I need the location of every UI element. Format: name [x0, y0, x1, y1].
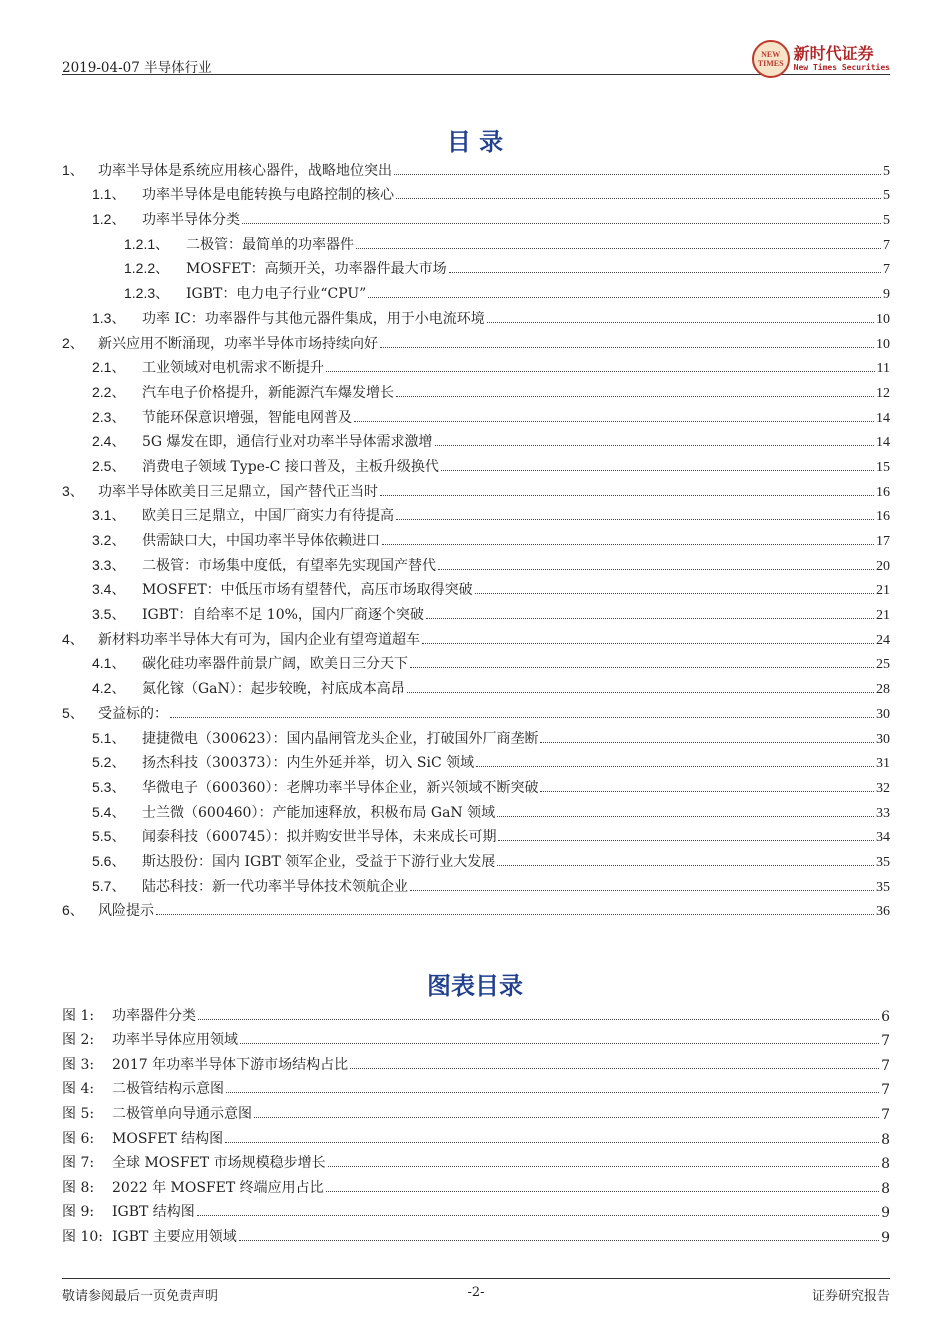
- toc-entry-page: 5: [883, 213, 890, 229]
- toc-entry-page: 14: [876, 410, 890, 426]
- toc-entry[interactable]: [62, 624, 890, 649]
- toc-entry[interactable]: [62, 748, 890, 773]
- toc-entry-number: 3.4、: [92, 581, 126, 598]
- figure-entry-page: 7: [881, 1082, 890, 1099]
- logo-mark: NEW TIMES: [752, 40, 790, 78]
- figure-list: [62, 1000, 890, 1246]
- toc-entry-page: 15: [876, 459, 890, 475]
- toc-entry-number: 3、: [62, 482, 84, 499]
- dot-leader: [497, 816, 874, 817]
- toc-entry[interactable]: [62, 550, 890, 575]
- toc-entry-text: 士兰微（600460）：产能加速释放，积极布局 GaN 领域: [142, 804, 496, 821]
- dot-leader: [156, 914, 874, 915]
- dot-leader: [382, 544, 874, 545]
- dot-leader: [240, 1043, 879, 1044]
- dot-leader: [438, 569, 874, 570]
- toc-entry-text: 汽车电子价格提升，新能源汽车爆发增长: [142, 384, 394, 401]
- toc-entry-number: 2.3、: [92, 408, 126, 425]
- toc-entry-text: IGBT：电力电子行业“CPU”: [186, 286, 367, 303]
- figure-entry-text: 2017 年功率半导体下游市场结构占比: [112, 1056, 349, 1073]
- figure-entry-page: 8: [881, 1180, 890, 1197]
- figure-entry-number: 图 9:: [62, 1204, 95, 1221]
- toc-entry-text: 供需缺口大，中国功率半导体依赖进口: [142, 533, 380, 549]
- toc-entry-text: 斯达股份：国内 IGBT 领军企业，受益于下游行业大发展: [142, 853, 496, 870]
- toc-entry-page: 32: [876, 780, 890, 796]
- toc-entry-text: 华微电子（600360）：老牌功率半导体企业，新兴领域不断突破: [142, 779, 539, 796]
- figure-entry-number: 图 3:: [62, 1056, 95, 1073]
- toc-entry-page: 9: [883, 287, 890, 303]
- figure-entry-page: 7: [881, 1106, 890, 1123]
- toc-entry-page: 28: [876, 682, 890, 698]
- dot-leader: [380, 495, 874, 496]
- toc-entry-number: 5.1、: [92, 729, 126, 746]
- figure-entry-number: 图 7:: [62, 1155, 95, 1172]
- toc-entry-number: 4、: [62, 630, 84, 647]
- figure-entry-page: 8: [881, 1131, 890, 1148]
- toc-entry-page: 17: [876, 534, 890, 549]
- page-number: -2-: [467, 1285, 485, 1300]
- figure-entry[interactable]: [62, 1049, 890, 1074]
- header-date-industry: 2019-04-07 半导体行业: [62, 60, 212, 76]
- figure-entry-number: 图 10:: [62, 1228, 103, 1245]
- toc-entry-text: 碳化硅功率器件前景广阔，欧美日三分天下: [142, 656, 408, 673]
- toc-entry-page: 11: [876, 361, 890, 377]
- toc-entry-number: 1.2.1、: [124, 235, 170, 252]
- toc-entry-page: 20: [876, 558, 890, 574]
- toc-entry[interactable]: [62, 155, 890, 180]
- toc-entry-page: 16: [876, 484, 890, 500]
- page-header: [62, 40, 890, 75]
- toc-entry[interactable]: [62, 846, 890, 871]
- figure-entry[interactable]: [62, 1197, 890, 1222]
- figure-entry[interactable]: [62, 1123, 890, 1148]
- toc-entry-page: 25: [876, 657, 890, 673]
- dot-leader: [407, 692, 874, 693]
- toc-entry-page: 21: [876, 583, 890, 599]
- toc-entry-text: 二极管：市场集中度低，有望率先实现国产替代: [142, 557, 436, 574]
- toc-entry-number: 1.1、: [92, 186, 126, 203]
- dot-leader: [226, 1092, 879, 1093]
- dot-leader: [328, 1166, 880, 1167]
- toc-entry-number: 1.3、: [92, 309, 126, 326]
- toc-entry-number: 1.2.2、: [124, 260, 170, 277]
- toc-entry-text: 功率半导体是电能转换与电路控制的核心: [142, 187, 394, 204]
- toc-entry[interactable]: [62, 254, 890, 279]
- logo-english-name: New Times Securities: [793, 63, 890, 72]
- toc-entry-page: 7: [883, 237, 890, 253]
- toc-title: 目 录: [446, 127, 504, 156]
- figure-entry[interactable]: [62, 1172, 890, 1197]
- toc-entry-text: 欧美日三足鼎立，中国厂商实力有待提高: [142, 508, 394, 525]
- toc-entry-text: 新材料功率半导体大有可为，国内企业有望弯道超车: [98, 631, 420, 648]
- dot-leader: [198, 1019, 879, 1020]
- toc-entry-number: 4.2、: [92, 680, 126, 697]
- toc-entry-page: 12: [876, 385, 890, 401]
- toc-entry[interactable]: [62, 673, 890, 698]
- toc-entry[interactable]: [62, 822, 890, 847]
- toc-entry-number: 6、: [62, 902, 84, 919]
- toc-entry-text: MOSFET：中低压市场有望替代，高压市场取得突破: [142, 582, 473, 599]
- figure-entry-text: 功率器件分类: [112, 1007, 196, 1024]
- toc-entry-page: 35: [876, 854, 890, 870]
- figure-entry-text: 功率半导体应用领域: [112, 1032, 238, 1049]
- toc-entry-number: 5.4、: [92, 803, 126, 820]
- toc-entry-text: 功率半导体是系统应用核心器件，战略地位突出: [98, 162, 392, 179]
- footer-disclaimer: 敬请参阅最后一页免责声明: [62, 1289, 219, 1304]
- figure-entry-number: 图 5:: [62, 1105, 95, 1122]
- toc-entry-page: 31: [876, 756, 890, 772]
- toc-entry-text: 5G 爆发在即，通信行业对功率半导体需求激增: [142, 434, 433, 451]
- toc-entry-number: 3.3、: [92, 556, 126, 573]
- dot-leader: [497, 865, 874, 866]
- dot-leader: [410, 890, 874, 891]
- dot-leader: [476, 766, 874, 767]
- dot-leader: [254, 1117, 879, 1118]
- toc-entry[interactable]: [62, 328, 890, 353]
- dot-leader: [475, 593, 874, 594]
- toc-entry-page: 5: [883, 188, 890, 204]
- figure-entry-number: 图 4:: [62, 1081, 95, 1098]
- dot-leader: [540, 742, 874, 743]
- toc-entry[interactable]: [62, 402, 890, 427]
- figure-entry-number: 图 6:: [62, 1130, 95, 1147]
- toc-entry-page: 16: [876, 509, 890, 525]
- toc-entry-page: 30: [876, 731, 890, 747]
- toc-entry-number: 5.5、: [92, 828, 126, 845]
- figure-entry[interactable]: [62, 1000, 890, 1025]
- figure-entry-text: IGBT 主要应用领域: [112, 1228, 237, 1245]
- figure-entry-text: 2022 年 MOSFET 终端应用占比: [112, 1179, 324, 1196]
- dot-leader: [396, 198, 881, 199]
- toc-entry-number: 1.2、: [92, 211, 126, 228]
- toc-entry-page: 24: [876, 632, 890, 648]
- toc-entry-page: 5: [883, 163, 890, 179]
- toc-entry-number: 2、: [62, 334, 84, 351]
- toc-entry-text: 功率半导体欧美日三足鼎立，国产替代正当时: [98, 483, 378, 500]
- toc-entry[interactable]: [62, 501, 890, 526]
- toc-entry[interactable]: [62, 180, 890, 205]
- toc-entry-text: 新兴应用不断涌现，功率半导体市场持续向好: [98, 335, 378, 352]
- dot-leader: [441, 470, 874, 471]
- toc-entry-number: 1.2.3、: [124, 285, 170, 302]
- toc-entry-number: 3.1、: [92, 507, 126, 524]
- toc-entry-page: 30: [876, 706, 890, 722]
- dot-leader: [239, 1240, 879, 1241]
- figure-entry-page: 9: [881, 1205, 890, 1222]
- figure-entry-text: MOSFET 结构图: [112, 1130, 224, 1147]
- toc-entry-text: 功率半导体分类: [142, 212, 240, 229]
- toc-entry-text: MOSFET：高频开关，功率器件最大市场: [186, 261, 447, 278]
- figure-entry[interactable]: [62, 1148, 890, 1173]
- toc-entry-text: 扬杰科技（300373）：内生外延并举，切入 SiC 领域: [142, 755, 475, 772]
- figure-entry[interactable]: [62, 1074, 890, 1099]
- toc-entry-text: 消费电子领域 Type-C 接口普及，主板升级换代: [142, 458, 439, 475]
- toc-entry-text: 陆芯科技：新一代功率半导体技术领航企业: [142, 878, 408, 895]
- toc-entry-page: 36: [876, 904, 890, 920]
- footer-report-type: 证券研究报告: [811, 1289, 890, 1304]
- toc-entry[interactable]: [62, 303, 890, 328]
- figure-entry[interactable]: [62, 1025, 890, 1050]
- toc-entry[interactable]: [62, 772, 890, 797]
- figure-entry-number: 图 1:: [62, 1007, 95, 1024]
- toc-entry-page: 34: [876, 830, 890, 846]
- dot-leader: [225, 1142, 879, 1143]
- toc-entry-number: 5.6、: [92, 852, 126, 869]
- toc-entry-text: 捷捷微电（300623）：国内晶闸管龙头企业，打破国外厂商垄断: [142, 730, 539, 747]
- page-footer: [62, 1278, 890, 1307]
- figure-entry[interactable]: [62, 1221, 890, 1246]
- toc-entry[interactable]: [62, 599, 890, 624]
- toc-entry-number: 5、: [62, 704, 84, 721]
- toc-entry-number: 1、: [62, 161, 84, 178]
- dot-leader: [368, 297, 881, 298]
- toc-entry[interactable]: [62, 476, 890, 501]
- toc-entry-text: 闻泰科技（600745）：拟并购安世半导体，未来成长可期: [142, 829, 497, 846]
- toc-entry[interactable]: [62, 871, 890, 896]
- toc-entry-number: 2.4、: [92, 433, 126, 450]
- toc-entry[interactable]: [62, 229, 890, 254]
- toc-entry-text: 二极管：最简单的功率器件: [186, 236, 354, 253]
- dot-leader: [380, 347, 874, 348]
- figure-entry-page: 7: [881, 1033, 890, 1050]
- toc-entry-text: 风险提示: [98, 903, 154, 920]
- figure-entry-text: 二极管单向导通示意图: [112, 1105, 252, 1122]
- toc-entry[interactable]: [62, 575, 890, 600]
- toc-entry-number: 2.2、: [92, 383, 126, 400]
- dot-leader: [394, 174, 881, 175]
- toc-entry-text: 氮化镓（GaN）：起步较晚，衬底成本高昂: [142, 681, 405, 698]
- dot-leader: [498, 840, 874, 841]
- dot-leader: [326, 371, 875, 372]
- toc-entry-text: 受益标的：: [98, 705, 168, 722]
- dot-leader: [197, 1215, 879, 1216]
- figure-entry-text: IGBT 结构图: [112, 1204, 195, 1221]
- figure-entry-page: 9: [881, 1229, 890, 1246]
- dot-leader: [435, 445, 874, 446]
- toc-entry[interactable]: [62, 698, 890, 723]
- toc-entry[interactable]: [62, 377, 890, 402]
- figure-list-title: 图表目录: [427, 971, 523, 1000]
- toc-entry-number: 2.1、: [92, 359, 126, 376]
- toc-entry[interactable]: [62, 451, 890, 476]
- toc-entry-page: 21: [876, 608, 890, 624]
- dot-leader: [410, 667, 874, 668]
- toc-entry[interactable]: [62, 353, 890, 378]
- company-logo: [752, 40, 890, 78]
- toc-entry[interactable]: [62, 525, 890, 550]
- dot-leader: [326, 1191, 879, 1192]
- toc-entry-number: 3.5、: [92, 606, 126, 623]
- toc-entry-page: 33: [876, 805, 890, 821]
- toc-entry-page: 14: [876, 435, 890, 451]
- toc-entry[interactable]: [62, 896, 890, 921]
- dot-leader: [396, 519, 874, 520]
- figure-entry-number: 图 2:: [62, 1032, 95, 1049]
- toc-entry[interactable]: [62, 204, 890, 229]
- figure-entry-page: 6: [881, 1008, 890, 1025]
- toc-entry[interactable]: [62, 427, 890, 452]
- toc-entry-text: 工业领域对电机需求不断提升: [142, 360, 324, 377]
- toc-entry-number: 4.1、: [92, 655, 126, 672]
- toc-entry-number: 3.2、: [92, 532, 126, 548]
- figure-entry-page: 8: [881, 1156, 890, 1173]
- dot-leader: [242, 223, 881, 224]
- toc-entry-text: 功率 IC：功率器件与其他元器件集成，用于小电流环境: [142, 310, 485, 327]
- toc-entry-text: IGBT：自给率不足 10%，国内厂商逐个突破: [142, 607, 424, 624]
- dot-leader: [356, 248, 881, 249]
- toc-entry-number: 5.3、: [92, 778, 126, 795]
- dot-leader: [426, 618, 874, 619]
- toc-entry-page: 10: [876, 311, 890, 327]
- toc-entry[interactable]: [62, 649, 890, 674]
- dot-leader: [422, 643, 874, 644]
- toc-entry-number: 5.7、: [92, 877, 126, 894]
- figure-entry[interactable]: [62, 1098, 890, 1123]
- dot-leader: [449, 272, 881, 273]
- dot-leader: [350, 1068, 879, 1069]
- toc-entry-page: 7: [883, 262, 890, 278]
- toc-entry-number: 5.2、: [92, 754, 126, 771]
- toc-entry[interactable]: [62, 797, 890, 822]
- toc-entry-number: 2.5、: [92, 457, 126, 474]
- table-of-contents: [62, 155, 890, 920]
- dot-leader: [396, 396, 874, 397]
- toc-entry-page: 10: [876, 336, 890, 352]
- dot-leader: [540, 791, 874, 792]
- toc-entry[interactable]: [62, 723, 890, 748]
- figure-entry-text: 全球 MOSFET 市场规模稳步增长: [112, 1155, 326, 1172]
- dot-leader: [170, 717, 874, 718]
- toc-entry-text: 节能环保意识增强，智能电网普及: [142, 409, 352, 426]
- figure-entry-number: 图 8:: [62, 1179, 95, 1196]
- dot-leader: [354, 421, 874, 422]
- toc-entry-page: 35: [876, 879, 890, 895]
- logo-chinese-name: 新时代证券: [793, 44, 874, 63]
- toc-entry[interactable]: [62, 278, 890, 303]
- figure-entry-page: 7: [881, 1057, 890, 1074]
- figure-entry-text: 二极管结构示意图: [112, 1081, 224, 1098]
- dot-leader: [487, 322, 874, 323]
